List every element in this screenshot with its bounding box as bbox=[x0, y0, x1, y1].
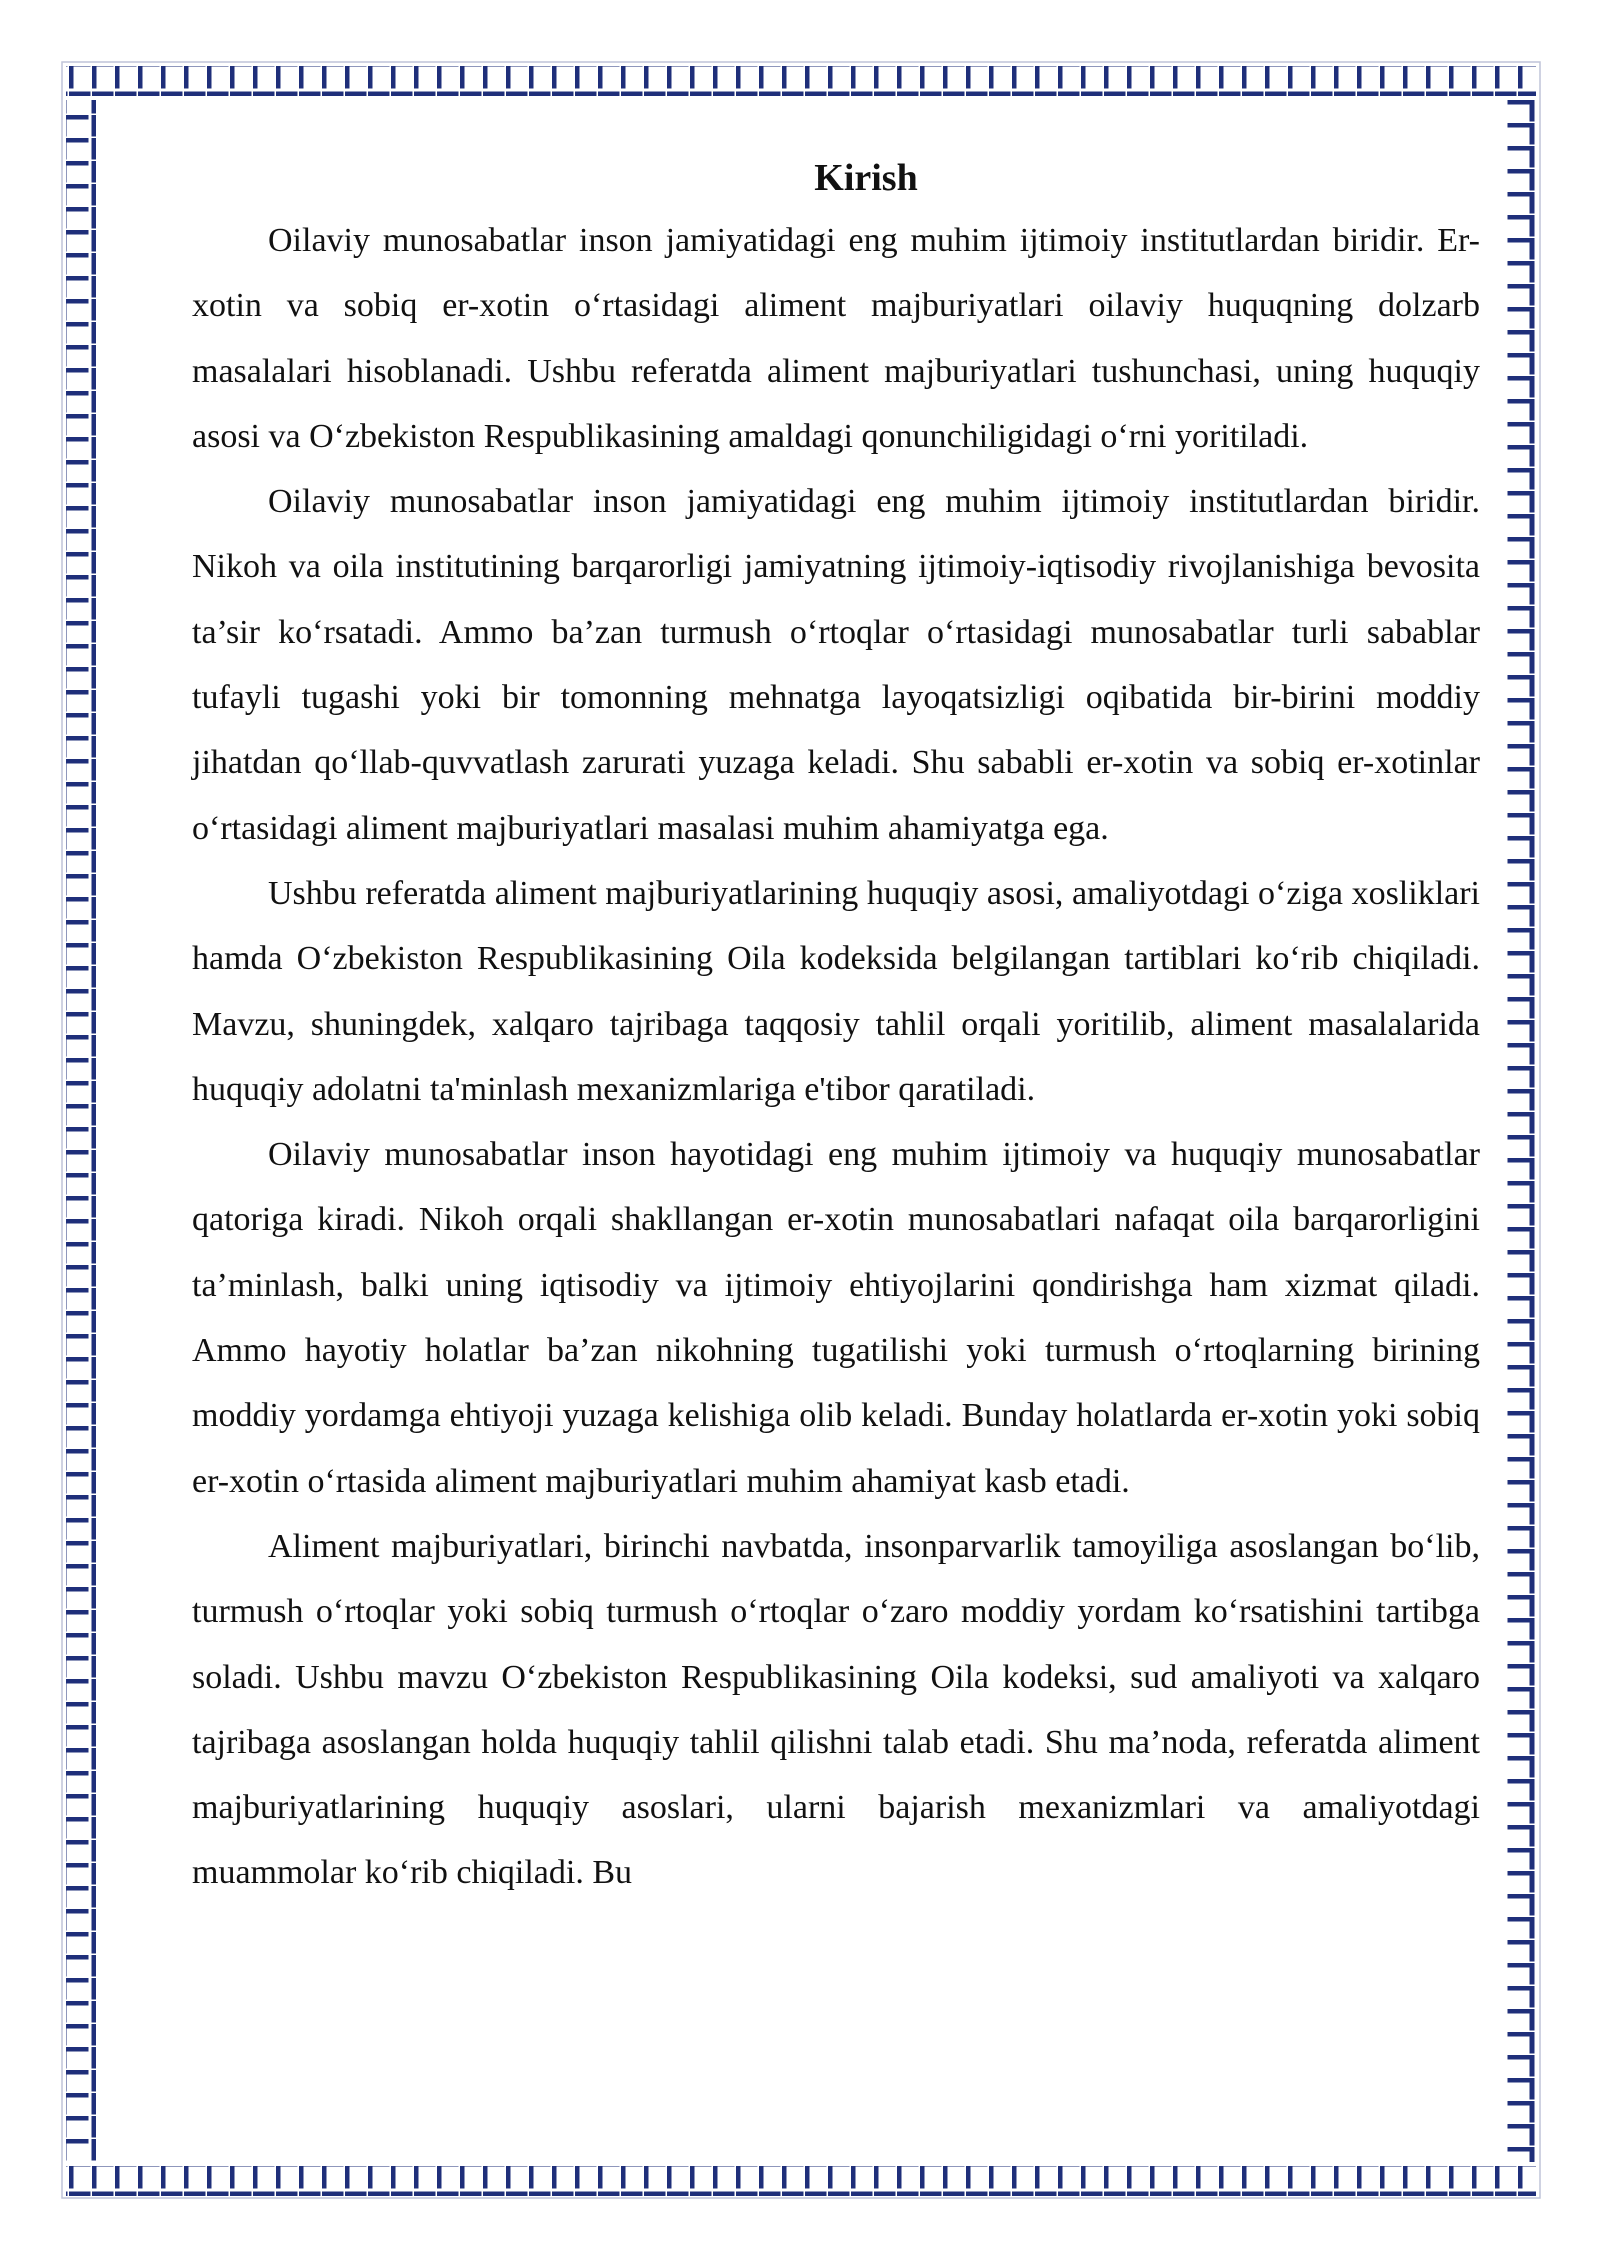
paragraph: Ushbu referatda aliment majburiyatlarining huquqiy asosi, amaliyotdagi o‘ziga xosliklari hamda O‘zbekiston Respublikasining Oila kodeksida belgilangan tartiblari ko‘rib chiqiladi. Mavzu, shuningdek, xalqaro tajribaga taqqosiy tahlil orqali yoritilib, aliment masalalarida huquqiy adolatni ta'minlash mexanizmlariga e'tibor qaratiladi. bbox=[192, 874, 1480, 1108]
paragraph: Oilaviy munosabatlar inson hayotidagi eng muhim ijtimoiy va huquqiy munosabatlar qatoriga kiradi. Nikoh orqali shakllangan er-xotin munosabatlari nafaqat oila barqarorligini ta’minlash, balki uning iqtisodiy va ijtimoiy ehtiyojlarini qondirishga ham xizmat qiladi. Ammo hayotiy holatlar ba’zan nikohning tugatilishi yoki turmush o‘rtoqlarning birining moddiy yordamga ehtiyoji yuzaga kelishiga olib keladi. Bunday holatlarda er-xotin yoki sobiq er-xotin o‘rtasida aliment majburiyatlari muhim ahamiyat kasb etadi. bbox=[192, 1136, 1480, 1500]
paragraph: Oilaviy munosabatlar inson jamiyatidagi eng muhim ijtimoiy institutlardan biridir. Er-xotin va sobiq er-xotin o‘rtasidagi aliment majburiyatlari oilaviy huquqning dolzarb masalalari hisoblanadi. Ushbu referatda aliment majburiyatlari tushunchasi, uning huquqiy asosi va O‘zbekiston Respublikasining amaldagi qonunchiligidagi o‘rni yoritiladi. bbox=[192, 222, 1480, 455]
document-body bbox=[192, 148, 1480, 1906]
document-title: Kirish bbox=[814, 157, 918, 199]
paragraph: Oilaviy munosabatlar inson jamiyatidagi eng muhim ijtimoiy institutlardan biridir. Nikoh va oila institutining barqarorligi jamiyatning ijtimoiy-iqtisodiy rivojlanishiga bevosita ta’sir ko‘rsatadi. Ammo ba’zan turmush o‘rtoqlar o‘rtasidagi munosabatlar turli sabablar tufayli tugashi yoki bir tomonning mehnatga layoqatsizligi oqibatida bir-birini moddiy jihatdan qo‘llab-quvvatlash zarurati yuzaga keladi. Shu sababli er-xotin va sobiq er-xotinlar o‘rtasidagi aliment majburiyatlari masalasi muhim ahamiyatga ega. bbox=[192, 483, 1480, 847]
paragraph: Aliment majburiyatlari, birinchi navbatda, insonparvarlik tamoyiliga asoslangan bo‘lib, turmush o‘rtoqlar yoki sobiq turmush o‘rtoqlar o‘zaro moddiy yordam ko‘rsatishini tartibga soladi. Ushbu mavzu O‘zbekiston Respublikasining Oila kodeksi, sud amaliyoti va xalqaro tajribaga asoslangan holda huquqiy tahlil qilishni talab etadi. Shu ma’noda, referatda aliment majburiyatlarining huquqiy asoslari, ularni bajarish mexanizmlari va amaliyotdagi muammolar ko‘rib chiqiladi. Bu bbox=[192, 1527, 1480, 1892]
